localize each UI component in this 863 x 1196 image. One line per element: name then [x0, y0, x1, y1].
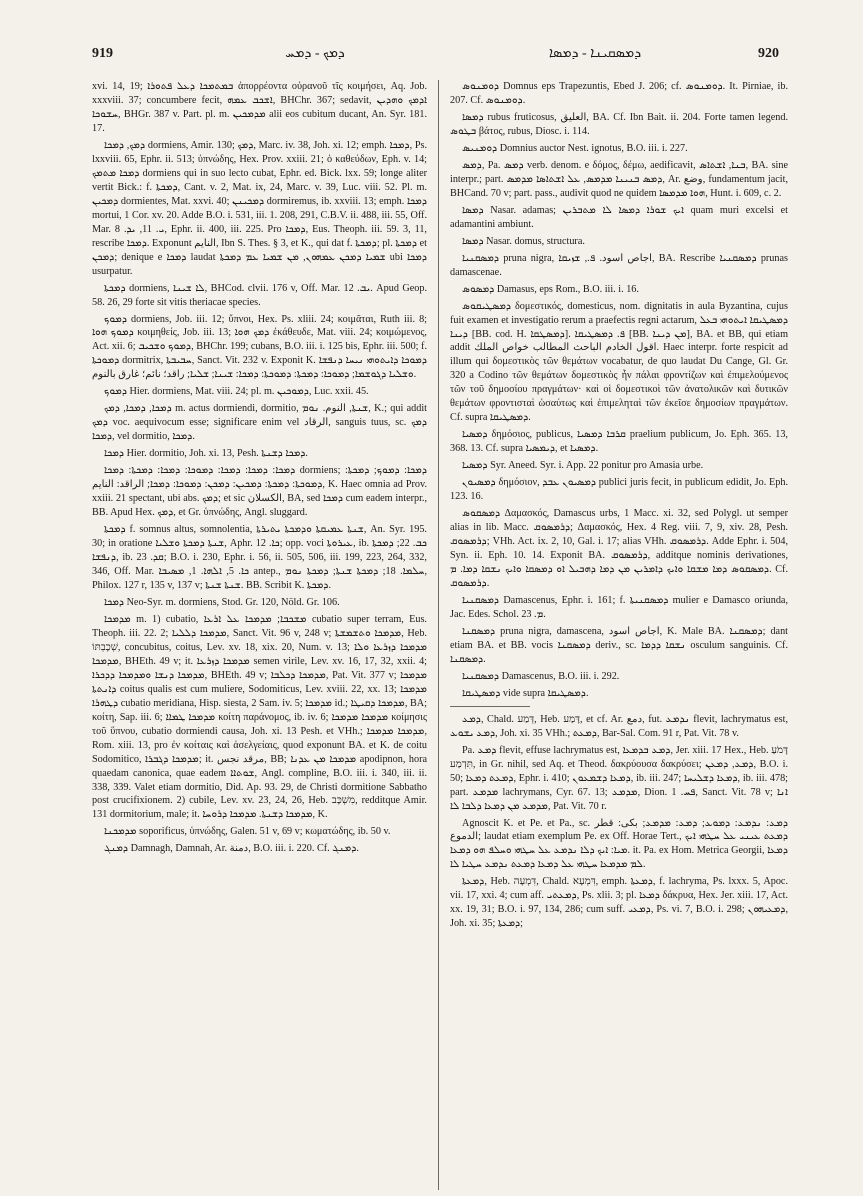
entry-paragraph: ܕܡܟܬܐ f. somnus altus, somnolentia, ܫܢܬܐ ܥܡܝܩܬܐ ܘܕܡܟܬܐ ܝܬܝܪܬܐ, An. Syr. 195. 30; in oratione ܫܢܬܐ ܕܡܟܬܐ ܘܫܠܝܐ, Aphr. ܟܐ. 12; opp. voci ܥܝܪܘܬܐ, ib. ܟܒ. 22; ܕܡܟܬܐ ܕܢܦܫܐ, ib. ܩܕ. 23; B.O. i. 230, Ephr. i. 56, ii. 505, 506, iii. 199, 223, 264, 332, 346, Off. Mar. ܟܐ. 5, ܐܠܗܐ. 1, ܡܣܝܒܐ antep., ܚܠܡܐ. 18; ܕܡܟܬܐ ܫܢܬܐ; ܕܡܟܬܐ ܢܘܡ, Philox. 127 r, 135 v, 137 v; ܫܢܬܐ ܫܢܬܐ. BB. Scribit K. ܕܡܟܬܐ.	[92, 524, 427, 591]
entry-paragraph: ܕܡܣܝܐ δημόσιος, publicus, ܩܪܒܐ ܕܡܣܝܐ praelium publicum, Jo. Eph. 365. 13, 368. 13. Cf. supra ܕܝܡܣܝܐ, et ܕܡܣܝܐ.	[450, 429, 788, 455]
entry-paragraph: ܕܡܥܬܐ, Heb. דִּמְעָה, Chald. דִּמְעָא, emph. ܕܡܥܬܐ, f. lachryma, Ps. lxxx. 5, Apoc. vii. 17, xxi. 4; cum aff. ܕܡܥܬܝ, Ps. xlii. 3; pl. ܕܡܥܐ δάκρυα, Hex. Jer. xiii. 17, Act. xx. 19, 31; B.O. i. 97, 134, 286; cum suff. ܕܡܥܝ, Ps. vi. 7, B.O. i. 298; ܕܡܥܝܗܘܢ, Joh. xi. 35; ܕܡܥܬܐ;	[450, 876, 788, 930]
entry-paragraph: ܕܡܣܛܝܩܘܣ δομεστικός, domesticus, nom. dignitatis in aula Byzantina, cujus fuit examen et investigatio rerum a praefectis regni actarum, ܕܡܣܛܝܩܐ ܐܝܬܘܗܝ ܒܥܠ ܕܝܢܐ [BB. cod. H. ܕܡܣܛܩܐ]. ܦ. ܕܡܣܛܝܩܐ [BB. ܡܢ ܕܝܢܐ], BA. et BB, qui etiam addit اقول الخادم الباحث المطالب خواص الملك. Haec interpr. forte respicit ad illum qui δομεστικὸς τῶν θεμάτων vocabatur, de quo laudat Du Cange, Gl. Gr. 320 a Codino τῶν θεμάτων δομεστικὸς ἦν πάλαι φροντίζων καὶ ἐπιμελούμενος τῶν τοῦ δημοσίου πραγμάτων· καὶ οἱ δομεστικοὶ τῶν ἀνατολικῶν καὶ δυτικῶν θεμάτων φροντισταὶ ὡσαύτως καὶ ἐπιμεληταὶ τῶν ἐκεῖσε δημοσίων πραγμάτων. Cf. supra ܕܡܣܛܝܩܐ.	[450, 300, 788, 424]
entry-paragraph: ܕܡܣܝܘܢ δημόσιον, ܕܡܣܝܘܢ ܥܒܕ publici juris fecit, in publicum edidit, Jo. Eph. 123. 16.	[450, 477, 788, 503]
entry-paragraph: ܡܕܡܟܐ m. 1) cubatio, ܡܫܟܒܐ; ܡܕܡܟܐ ܥܠ ܐܪܥܐ cubatio super terram, Eus. Theoph. iii. 22. 2; ܡܕܡܟܐ ܕܠܠܝܐ, Sanct. Vit. 96 v, 248 v; ܡܕܡܟܐ ܘܬܫܡܫܬܐ, Heb. שְׁכָבְתּוֹ, concubitus, coitus, Lev. xv. 18, xix. 20, Num. v. 13; ܡܕܡܟܐ ܕܙܪܥܐ ܘܠܐ ܡܕܡܟܐ, BHEth. 49 v; it. ܡܕܡܟܐ ܕܙܪܥܐ semen virile, Lev. xv. 16, 17, 32, xxii. 4; ܡܕܡܟܐ ܕܢܫܐ ܘܡܕܡܟܐ ܕܕܟܪܐ, BHEth. 49 v; ܡܕܡܟܐ ܕܟܠܒܐ, Pat. Vit. 377 v; ܡܕܡܟܐ ܕܐܢܬܬܐ coitus qualis est cum muliere, Sodomiticus, Lev. xviii. 22, xx. 13; ܡܕܡܟܐ ܕܛܗܪܐ cubatio meridiana, Hisp. siesta, 2 Sam. iv. 5; ܡܕܡܟܐ id.; ܡܕܡܟܐ ܕܩܝܛܐ, BA; κοίτη, Sap. iii. 6; ܡܕܡܟܐ ܛܡܐܐ κοίτη παράνομος, ib. iv. 6; ܡܕܡܟܐ ܡܕܡܟܐ κοίμησις τοῦ ὕπνου, cubatio dormiendi causa, Joh. xi. 13 Pesh. et VHh.; ܡܕܡܟܐ ܡܕܡܟܐ, Rom. xiii. 13, pro ἐν κοίταις καὶ ἀσελγείαις, quod exponunt BA. et K. de coitu Sodomitico, ܡܕܡܟܐ ܕܓܒܪܐ; it. مرقد نجس, BB; ܡܕܡܟܐ ܡܢ ܥܕܢܐ apodipnon, hora quaedam canonica, quae eadem ܫܘܬܐܐ, Angl. compline, B.O. iii. i. 340, iii. ii. 338, 339. Valet etiam dormitio, Did. Ap. 93. 29, de Christi dormitione Sabbatho post crucifixionem. 2) cubile, Lev. xv. 23, 24, 26, Heb. מִשְׁכָּב, redditque Amir. 131 dormitorium, male; it. ܡܕܡܟܐ ܕܫܢܬܐ. ܡܕܡܟܐ ܕܪܘܚܐ, K.	[92, 613, 427, 821]
entry-paragraph: ܕܡܣܐ rubus fruticosus, العليق, BA. Cf. Ibn Bait. ii. 204. Forte tamen legend. ܒܛܘܣ βάτος, rubus, Diosc. i. 114.	[450, 111, 788, 137]
entry-paragraph: xvi. 14, 19; ܒܡܬܡܟܐ ܕܥܠ ܦܬܘܪܐ ἀπορρέοντα οὐρανοῦ τῖς κοιμήσει, Aq. Job. xxxviii. 37; concumbere fecit, ܐܫܟܒ ܥܡܗ, BHChr. 367; sedavit, ܐܕܡܟ ܘܗܕܝܢ ܚܫܘܟܐ, BHGr. 387 v. Part. pl. m. ܡܕܡܟܝܢ alii eos cubitum ducant, An. Syr. 181. 17.	[92, 81, 427, 134]
entry-paragraph: ܕܡܣܩܢܝܐ pruna nigra, اجاص اسود. ܦ., ܫܙܝܩܐ, BA. Rescribe ܕܡܣܩܢܝܐ prunas damascenae.	[450, 252, 788, 278]
entry-paragraph: Pa. ܕܡܥ flevit, effuse lachrymatus est, ܕܡܥ ܒܕܡܥܐ, Jer. xiii. 17 Hex., Heb. דָּמֹעַ תִּדְמַע, in Gr. nihil, sed Aq. et Theod. δακρύουσα δακρύσει; ܕܡܥ, ܕܡܥܢ, B.O. i. 50; ܕܡܥܬ ܕܡܥܐ, Ephr. i. 410; ܕܡܥܐ ܕܫܡܥܘܢ, ib. iii. 247; ܕܡܥܐ ܕܫܠܝܚܐ, ib. iii. 478; part. ܡܕܡܥ lachrymans, Cyr. 67. 13; ܡܕܡܥ, Dion. ܦܚ. 1, Sanct. Vit. 78 v; ܐܢܐ ܡܕܡܥ ܡܢ ܕܡܥܐ ܕܠܒܐ ܠܐ, Pat. Vit. 70 r.	[450, 744, 788, 812]
right-column	[450, 80, 788, 1190]
entry-paragraph: ܕܡܟܐ, ܕܡܟܐ, ܕܡܟ m. actus dormiendi, dormitio, ܫܢܬܐ, النوم. ܢܘܡ, K.; qui addit ܕܡܟ voc. aequivocum esse; significare enim vel الرقاد, sanguis tuus, sc. ܕܡܟ ܕܡܟܐ, vel dormitio, ܕܡܟܐ.	[92, 403, 427, 443]
entry-paragraph: ܕܡܣܐ Nasar. adamas; ܐܝܟ ܫܘܪܐ ܕܡܣܐ ܠܐ ܡܬܒܪܝܢ quam muri excelsi et adamantini ambiunt.	[450, 204, 788, 230]
entry-paragraph: ܕܡܣܛܝܩܐ vide supra ܕܡܣܛܝܩܐ.	[462, 687, 589, 699]
entry-paragraph: ܕܡܟܐ Neo-Syr. m. dormiens, Stod. Gr. 120, Nöld. Gr. 106.	[104, 596, 340, 608]
entry-paragraph: ܡܕܡܟܢܐ soporificus, ὑπνώδης, Galen. 51 v, 69 v; κωματώδης, ib. 50 v.	[104, 826, 391, 838]
entry-paragraph: Agnoscit K. et Pe. et Pa., sc. ܕܡܥ: ܢܕܡܥ: ܕܡܘܥ; ܕܡܥ: ܡܕܡܥ; بكى: قطر الدموع; laudat etiam exemplum Pe. ex Off. Horae Tert., ܕܡܥܬ ܥܝܢܝ ܥܠ ܚܛܗܝ ܐܝܟ ܡܝܐ: ܐܝܟ ܕܠܐ ܢܕܡܥ ܥܠ ܚܛܗܝ ܘܚܠܦ ܗܘ ܕܡܥܐ. it. Pa. ex Hom. Metrica Georgii, ܕܡܥܐ ܠܡ ܡܕܡܥܐ ܚܛܗܝ ܥܠ ܕܡܥܐ ܕܡܥܬ ܢܕܡܥ ܚܛܝܐ ܠܐ.	[450, 817, 788, 871]
entry-paragraph: ܕܡܣܐ Nasar. domus, structura.	[462, 235, 585, 247]
entry-paragraph: ܕܡܣܝܐ Syr. Aneed. Syr. i. App. 22 ponitur pro Amasia urbe.	[462, 460, 704, 472]
entry-paragraph: ܕܡܟ, ܕܡܟܐ dormiens, Amir. 130; ܕܡܟ, Marc. iv. 38, Joh. xi. 12; emph. ܕܡܟܐ, Ps. lxxviii. 65, Ephr. ii. 513; ὑπνώδης, Hex. Prov. xxiii. 21; ὁ καθεύδων, Eph. v. 14; ܕܡܟܐ ܡܬܡܟ dormiens qui in suo lecto cubat, Ephr. ed. Bick. lxx. 59; longe aliter vertit Bick.: f. ܕܡܟܬܐ, Cant. v. 2, Mat. ix, 24, Marc. v. 39, Luc. viii. 52. Pl. m. ܕܡܟܝܢ dormientes, Mat. xxvi. 40; ܕܡܟܝܢܢ dormiremus, ib. xxviii. 13; emph. ܕܡܟܐ mortui, 1 Cor. xv. 20. Adde B.O. i. 531, iii. 1. 208, 291, C.B.V. ii. 488, iii. 55, Off. Mar. ܝ. 11, ܝܕ. 8, Ephr. ii. 400, iii. 225. Pro ܕܡܟܐ, Eus. Theoph. iii. 59. 3, 11, rescribe ܕܡܟܐ. Exponunt النايم, Ibn S. Thes. § 3, et K., qui dat f. ܕܡܟܬܐ; pl. ܕܡܟܬܐ et ܕܡܟܢ; denique e ܕܡܟܐ laudat ܫܡܝܐ ܕܡܟܢ ܥܡܗܘܢ, ܡܢ ܫܡܝܐ ܥܡ ܕܡܟܬܐ ubi ܕܡܟܐ usurpatur.	[92, 139, 427, 277]
entry-paragraph: ܕܡܣܩܢܐ pruna nigra, damascena, اجاص اسود, K. Male BA. ܕܡܣܩܢܐ; dant etiam BA. et BB. vocis ܕܡܣܩܢܐ deriv., sc. ܢܫܩܐ ܕܕܡܐ osculum sanguinis. Cf. ܕܡܣܩܢܐ.	[450, 625, 788, 665]
entry-paragraph: ܕܡܣܩܢܝܐ Damascenus, Ephr. i. 161; f. ܕܡܣܩܢܝܬܐ mulier e Damasco oriunda, Jac. Edes. Schol. ܡ. 23.	[450, 594, 788, 620]
section-divider	[450, 706, 530, 707]
entry-paragraph: ܕܡܟܐ: ܕܡܟܐ: ܕܡܟܐ: ܕܡܘܟܐ: ܕܡܟܐ: ܕܡܟܬܐ: ܕܡܟܐ dormiens; ܕܡܟܐ: ܕܡܘܟ; ܕܡܟܬܐ: ܕܡܘܟܬܐ: ܕܡܟܬܐ: ܕܡܟܝܢ: ܕܡܟܢ: ܕܡܘܟܐ: ܕܡܟܐ; الراقد: النايم, K. Haec omnia ad Prov. xxiii. 21 spectant, ubi abs. ܕܡܟ; et sic الكسلان, BA, sed ܕܡܟܐ cum eadem interpr., BB. Apud Hex. ܕܡܟ, et Gr. ὑπνώδης, Angl. sluggard.	[92, 465, 427, 519]
entry-paragraph: ܕܘܡܢܝܣ Domnius auctor Nest. ignotus, B.O. iii. i. 227.	[462, 142, 688, 154]
page-header	[0, 46, 863, 68]
entry-paragraph: ܕܡܥ, Chald. דְּמַע, Heb. דָּמַע, et cf. Ar. دمع, fut. ܢܕܡܥ flevit, lachrymatus est, ܕܡܥ ܝܫܘܥ, Joh. xi. 35 VHh.; ܕܡܥܬ, Bar-Sal. Com. 91 r, Pat. Vit. 78 v.	[450, 713, 788, 739]
entry-paragraph: ܕܡܟܬܐ dormiens, ܠܐ ܫܝܢܐ, BHCod. clvii. 176 v, Off. Mar. ܝܒ. 12. Apud Geop. 58. 26, 29 forte sit vitis theriacae species.	[92, 282, 427, 308]
column-divider	[438, 80, 439, 1190]
entry-paragraph: ܕܘܡܢܘܣ Domnus eps Trapezuntis, Ebed J. 206; cf. ܕܘܡܢܘܣ. It. Pirniae, ib. 207. Cf. ܕܘܡܢܘܣ.	[450, 81, 788, 106]
entry-paragraph: ܕܡܣܩܢܝܐ Damascenus, B.O. iii. i. 292.	[462, 670, 620, 682]
left-column	[92, 80, 427, 1190]
entry-paragraph: ܕܡܣܩܘܣ Δαμασκός, Damascus urbs, 1 Macc. xi. 32, sed Polygl. ut semper alias in lib. Macc. ܕܪܡܣܘܩ; Δαμασκός, Hex. 4 Reg. viii. 7, 9, xiv. 28, Pesh. ܕܪܡܣܘܩ; VHh. Act. ix. 2, 10, Gal. i. 17; alias VHh. ܕܪܡܣܘܩ. Adde Ephr. i. 504, Syn. ii. Eph. 10. 14. Exponit BA. ܕܪܡܣܘܩ, additque nominis derivationes, ܕܡܣܩܘܣ ܕܡܐ ܡܫܩܐ ܘܐܝܟ ܕܐܡܪܝܢ ܡܢ ܕܡܐ ܕܗܒܝܠ ܐܘ ܕܡܣܩܐ ܘܐܝܟ ܢܫܩܐ ܕܡܐ. ܡ. Cf. ܕܪܡܣܘܩ.	[450, 508, 788, 589]
entry-paragraph: ܕܡܣ, Pa. ܕܡܣ verb. denom. e δόμος, δέμω, aedificavit, ܒܢܐ, ܐܫܬܐܣ, BA. sine interpr.; part. ܕܡܣ ܒܢܝܢܐ ܡܕܡܣ, ܥܠ ܐܫܬܐܣܐ ܡܕܡܣ, Ar. وضع, fundamentum jacit, BHCand. 70 v; part. pass., audivit quod ne quidem ܗܘܐ ܡܕܡܣܐ, Hunt. i. 609, c. 2.	[450, 159, 788, 199]
entry-paragraph: ܕܡܘܟ Hier. dormiens, Mat. viii. 24; pl. m. ܕܡܘܟܝܢ, Luc. xxii. 45.	[104, 386, 369, 398]
entry-paragraph: ܕܡܣܘܣ Damasus, eps Rom., B.O. iii. i. 16.	[462, 283, 639, 295]
running-head-right: ܕܡܣܩܝܢܐ - ܕܡܣܐ	[548, 46, 642, 61]
running-head-left: ܕܡܟ - ܕܡܚ	[285, 46, 345, 61]
entry-paragraph: ܕܡܢܓ Damnagh, Damnah, Ar. دمنة, B.O. iii. i. 220. Cf. ܕܡܢܓ.	[104, 843, 359, 855]
entry-paragraph: ܕܡܟܐ Hier. dormitio, Joh. xi. 13, Pesh. ܕܡܟܐ ܕܫܢܬܐ.	[104, 448, 308, 460]
page-number-right: 920	[758, 46, 779, 61]
page-number-left: 919	[92, 46, 113, 61]
entry-paragraph: ܕܡܘܟ dormiens, Job. iii. 12; ὕπνοι, Hex. Ps. xliii. 24; κοιμᾶται, Ruth iii. 8; ܕܡܘܟ ܗܘܐ κοιμηθείς, Job. iii. 13; ܕܡܟ ܗܘܐ ἐκάθευδε, Mat. viii. 24; κοιμώμενος, Act. xii. 6; ܕܡܘܟ ܘܫܟܝܒ, BHChr. 199; cubans, B.O. iii. i. 125 bis, Ephr. iii. 500; f. ܕܡܘܟܬܐ dormitrix, ܚܒܝܒܬܐ, Sanct. Vit. 232 v. Exponit K. ܕܡܘܟܐ ܕܐܝܬܘܗܝ ܢܝܚܐ ܕܢܦܫܐ ܘܫܠܝܐ ܕܓܘܫܡܐ; ܕܡܘܟܐ: ܕܡܟܬܐ: ܕܡܘܟܬܐ: ܕܡܟܐ: ܫܝܢܐ; ܫܠܝܐ; راقد؛ نائم؛ غارق بالنوم.	[92, 313, 427, 381]
